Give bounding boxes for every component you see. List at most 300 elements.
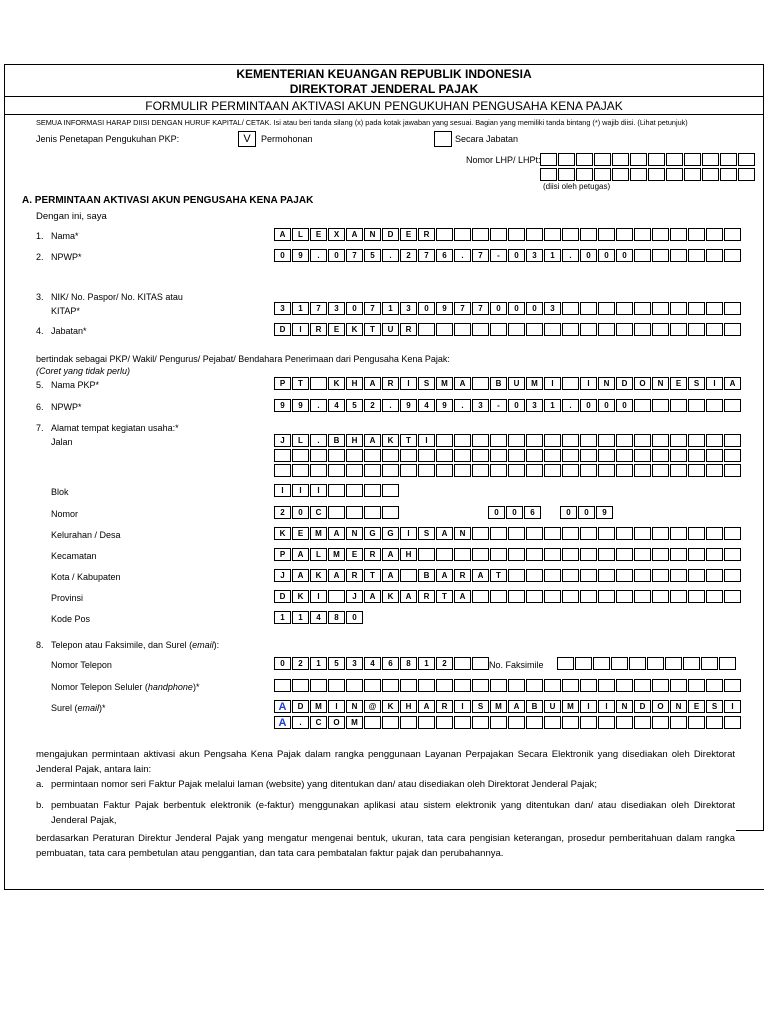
- char-box[interactable]: [634, 464, 651, 477]
- char-box[interactable]: 2: [364, 399, 381, 412]
- char-box[interactable]: [400, 449, 417, 462]
- char-box[interactable]: [580, 323, 597, 336]
- char-box[interactable]: [652, 527, 669, 540]
- char-box[interactable]: [670, 464, 687, 477]
- char-box[interactable]: [598, 679, 615, 692]
- char-box[interactable]: [526, 228, 543, 241]
- char-box[interactable]: [454, 716, 471, 729]
- char-box[interactable]: D: [274, 323, 291, 336]
- char-box[interactable]: E: [400, 228, 417, 241]
- char-box[interactable]: [630, 153, 647, 166]
- char-box[interactable]: [526, 323, 543, 336]
- char-box[interactable]: [328, 449, 345, 462]
- char-box[interactable]: A: [454, 590, 471, 603]
- char-box[interactable]: [472, 434, 489, 447]
- char-box[interactable]: [364, 679, 381, 692]
- char-box[interactable]: [544, 716, 561, 729]
- char-box[interactable]: 0: [508, 249, 525, 262]
- char-box[interactable]: [400, 464, 417, 477]
- char-box[interactable]: [688, 527, 705, 540]
- char-box[interactable]: K: [292, 590, 309, 603]
- char-box[interactable]: M: [490, 700, 507, 713]
- char-box[interactable]: [688, 716, 705, 729]
- char-box[interactable]: [652, 228, 669, 241]
- char-box[interactable]: M: [346, 716, 363, 729]
- char-box[interactable]: [544, 590, 561, 603]
- char-box[interactable]: [508, 569, 525, 582]
- char-box[interactable]: 4: [364, 657, 381, 670]
- char-box[interactable]: [598, 302, 615, 315]
- char-box[interactable]: [562, 679, 579, 692]
- nik-field[interactable]: [274, 302, 742, 315]
- char-box[interactable]: 2: [436, 657, 453, 670]
- char-box[interactable]: L: [292, 434, 309, 447]
- char-box[interactable]: [684, 153, 701, 166]
- char-box[interactable]: [670, 716, 687, 729]
- char-box[interactable]: 1: [310, 657, 327, 670]
- char-box[interactable]: [472, 323, 489, 336]
- char-box[interactable]: [598, 569, 615, 582]
- char-box[interactable]: 6: [436, 249, 453, 262]
- char-box[interactable]: [364, 506, 381, 519]
- char-box[interactable]: [274, 449, 291, 462]
- char-box[interactable]: [720, 153, 737, 166]
- char-box[interactable]: N: [652, 377, 669, 390]
- char-box[interactable]: .: [562, 399, 579, 412]
- char-box[interactable]: [310, 679, 327, 692]
- char-box[interactable]: [724, 302, 741, 315]
- char-box[interactable]: [652, 323, 669, 336]
- char-box[interactable]: [562, 449, 579, 462]
- char-box[interactable]: [702, 153, 719, 166]
- char-box[interactable]: 0: [526, 302, 543, 315]
- char-box[interactable]: [652, 716, 669, 729]
- char-box[interactable]: 1: [544, 399, 561, 412]
- char-box[interactable]: S: [472, 700, 489, 713]
- char-box[interactable]: K: [382, 700, 399, 713]
- char-box[interactable]: L: [310, 548, 327, 561]
- char-box[interactable]: J: [274, 434, 291, 447]
- char-box[interactable]: [490, 449, 507, 462]
- char-box[interactable]: [706, 399, 723, 412]
- char-box[interactable]: [544, 449, 561, 462]
- char-box[interactable]: E: [328, 323, 345, 336]
- char-box[interactable]: [328, 484, 345, 497]
- char-box[interactable]: [544, 323, 561, 336]
- char-box[interactable]: 0: [346, 302, 363, 315]
- char-box[interactable]: [634, 449, 651, 462]
- char-box[interactable]: [598, 716, 615, 729]
- char-box[interactable]: D: [634, 700, 651, 713]
- char-box[interactable]: 5: [364, 249, 381, 262]
- char-box[interactable]: 8: [400, 657, 417, 670]
- char-box[interactable]: [580, 527, 597, 540]
- char-box[interactable]: 6: [524, 506, 541, 519]
- char-box[interactable]: N: [616, 700, 633, 713]
- char-box[interactable]: [719, 657, 736, 670]
- char-box[interactable]: I: [310, 590, 327, 603]
- char-box[interactable]: [472, 527, 489, 540]
- char-box[interactable]: [634, 228, 651, 241]
- char-box[interactable]: [490, 679, 507, 692]
- char-box[interactable]: [652, 679, 669, 692]
- char-box[interactable]: [526, 464, 543, 477]
- char-box[interactable]: [688, 590, 705, 603]
- kodepos-field[interactable]: [274, 611, 364, 624]
- char-box[interactable]: [580, 716, 597, 729]
- char-box[interactable]: I: [274, 484, 291, 497]
- char-box[interactable]: 9: [436, 302, 453, 315]
- char-box[interactable]: K: [382, 590, 399, 603]
- char-box[interactable]: [670, 434, 687, 447]
- char-box[interactable]: B: [490, 377, 507, 390]
- char-box[interactable]: [490, 527, 507, 540]
- char-box[interactable]: [634, 434, 651, 447]
- char-box[interactable]: -: [490, 399, 507, 412]
- char-box[interactable]: A: [418, 700, 435, 713]
- char-box[interactable]: 0: [616, 399, 633, 412]
- char-box[interactable]: S: [688, 377, 705, 390]
- char-box[interactable]: [544, 228, 561, 241]
- char-box[interactable]: [364, 484, 381, 497]
- char-box[interactable]: K: [328, 377, 345, 390]
- char-box[interactable]: I: [580, 700, 597, 713]
- char-box[interactable]: A: [364, 590, 381, 603]
- char-box[interactable]: A: [400, 590, 417, 603]
- char-box[interactable]: 9: [292, 249, 309, 262]
- char-box[interactable]: [652, 449, 669, 462]
- char-box[interactable]: R: [382, 377, 399, 390]
- char-box[interactable]: O: [634, 377, 651, 390]
- char-box[interactable]: I: [400, 527, 417, 540]
- char-box[interactable]: [616, 569, 633, 582]
- char-box[interactable]: [544, 527, 561, 540]
- char-box[interactable]: [652, 399, 669, 412]
- char-box[interactable]: 0: [598, 399, 615, 412]
- char-box[interactable]: [328, 590, 345, 603]
- char-box[interactable]: 7: [418, 249, 435, 262]
- char-box[interactable]: I: [418, 434, 435, 447]
- char-box[interactable]: [706, 249, 723, 262]
- char-box[interactable]: [666, 153, 683, 166]
- kelurahan-field[interactable]: [274, 527, 742, 540]
- char-box[interactable]: [562, 716, 579, 729]
- rt-field[interactable]: [488, 506, 542, 519]
- char-box[interactable]: 0: [292, 506, 309, 519]
- char-box[interactable]: 6: [382, 657, 399, 670]
- npwp-pkp-field[interactable]: [274, 399, 742, 412]
- char-box[interactable]: [454, 548, 471, 561]
- char-box[interactable]: N: [364, 228, 381, 241]
- char-box[interactable]: [724, 464, 741, 477]
- char-box[interactable]: 5: [346, 399, 363, 412]
- kota-field[interactable]: [274, 569, 742, 582]
- char-box[interactable]: [508, 716, 525, 729]
- char-box[interactable]: [526, 434, 543, 447]
- char-box[interactable]: [490, 434, 507, 447]
- char-box[interactable]: [508, 323, 525, 336]
- char-box[interactable]: R: [400, 323, 417, 336]
- kecamatan-field[interactable]: [274, 548, 742, 561]
- char-box[interactable]: [684, 168, 701, 181]
- char-box[interactable]: [544, 464, 561, 477]
- char-box[interactable]: O: [652, 700, 669, 713]
- char-box[interactable]: [634, 569, 651, 582]
- nomor-field[interactable]: [274, 506, 400, 519]
- char-box[interactable]: [508, 434, 525, 447]
- char-box[interactable]: [724, 548, 741, 561]
- char-box[interactable]: A: [508, 700, 525, 713]
- char-box[interactable]: [706, 527, 723, 540]
- char-box[interactable]: [666, 168, 683, 181]
- char-box[interactable]: [670, 449, 687, 462]
- char-box[interactable]: N: [346, 700, 363, 713]
- char-box[interactable]: A: [328, 527, 345, 540]
- char-box[interactable]: 1: [382, 302, 399, 315]
- char-box[interactable]: [688, 569, 705, 582]
- char-box[interactable]: R: [310, 323, 327, 336]
- char-box[interactable]: [472, 464, 489, 477]
- char-box[interactable]: [580, 228, 597, 241]
- char-box[interactable]: 1: [544, 249, 561, 262]
- rw-field[interactable]: [560, 506, 614, 519]
- char-box[interactable]: [580, 569, 597, 582]
- char-box[interactable]: [508, 228, 525, 241]
- char-box[interactable]: T: [364, 323, 381, 336]
- char-box[interactable]: [670, 548, 687, 561]
- char-box[interactable]: [616, 464, 633, 477]
- char-box[interactable]: 0: [578, 506, 595, 519]
- char-box[interactable]: [436, 548, 453, 561]
- char-box[interactable]: 1: [292, 302, 309, 315]
- char-box[interactable]: [706, 464, 723, 477]
- char-box[interactable]: [562, 569, 579, 582]
- char-box[interactable]: M: [526, 377, 543, 390]
- char-box[interactable]: [616, 590, 633, 603]
- char-box[interactable]: P: [274, 548, 291, 561]
- jalan-field-line-3[interactable]: [274, 464, 742, 477]
- char-box[interactable]: [508, 449, 525, 462]
- char-box[interactable]: [418, 716, 435, 729]
- char-box[interactable]: D: [274, 590, 291, 603]
- char-box[interactable]: S: [418, 377, 435, 390]
- char-box[interactable]: 0: [506, 506, 523, 519]
- char-box[interactable]: [670, 228, 687, 241]
- char-box[interactable]: [454, 323, 471, 336]
- char-box[interactable]: [490, 590, 507, 603]
- char-box[interactable]: [598, 228, 615, 241]
- char-box[interactable]: I: [724, 700, 741, 713]
- char-box[interactable]: [611, 657, 628, 670]
- char-box[interactable]: [544, 679, 561, 692]
- char-box[interactable]: K: [346, 323, 363, 336]
- char-box[interactable]: [670, 399, 687, 412]
- char-box[interactable]: T: [292, 377, 309, 390]
- char-box[interactable]: [616, 548, 633, 561]
- char-box[interactable]: [580, 548, 597, 561]
- char-box[interactable]: [616, 527, 633, 540]
- char-box[interactable]: [292, 464, 309, 477]
- char-box[interactable]: A: [328, 569, 345, 582]
- char-box[interactable]: 0: [508, 302, 525, 315]
- char-box[interactable]: [346, 679, 363, 692]
- char-box[interactable]: [346, 506, 363, 519]
- char-box[interactable]: [706, 716, 723, 729]
- char-box[interactable]: A: [364, 434, 381, 447]
- char-box[interactable]: G: [364, 527, 381, 540]
- char-box[interactable]: [652, 569, 669, 582]
- char-box[interactable]: [594, 168, 611, 181]
- lhp-row-2[interactable]: [540, 168, 756, 181]
- char-box[interactable]: [670, 249, 687, 262]
- jalan-field-line-2[interactable]: [274, 449, 742, 462]
- char-box[interactable]: [634, 716, 651, 729]
- char-box[interactable]: [418, 464, 435, 477]
- char-box[interactable]: [540, 168, 557, 181]
- char-box[interactable]: 0: [580, 399, 597, 412]
- char-box[interactable]: [400, 679, 417, 692]
- char-box[interactable]: [634, 548, 651, 561]
- char-box[interactable]: I: [292, 484, 309, 497]
- char-box[interactable]: E: [346, 548, 363, 561]
- char-box[interactable]: 9: [274, 399, 291, 412]
- char-box[interactable]: [526, 679, 543, 692]
- char-box[interactable]: 0: [274, 249, 291, 262]
- char-box[interactable]: 4: [418, 399, 435, 412]
- char-box[interactable]: [346, 449, 363, 462]
- char-box[interactable]: M: [310, 527, 327, 540]
- char-box[interactable]: [652, 548, 669, 561]
- char-box[interactable]: [526, 548, 543, 561]
- char-box[interactable]: [310, 449, 327, 462]
- char-box[interactable]: [630, 168, 647, 181]
- char-box[interactable]: M: [436, 377, 453, 390]
- char-box[interactable]: 0: [580, 249, 597, 262]
- char-box[interactable]: P: [274, 377, 291, 390]
- char-box[interactable]: T: [490, 569, 507, 582]
- char-box[interactable]: [576, 168, 593, 181]
- char-box[interactable]: [472, 228, 489, 241]
- char-box[interactable]: [544, 569, 561, 582]
- char-box[interactable]: A: [382, 548, 399, 561]
- char-box[interactable]: .: [454, 399, 471, 412]
- char-box[interactable]: 7: [310, 302, 327, 315]
- char-box[interactable]: I: [706, 377, 723, 390]
- char-box[interactable]: N: [670, 700, 687, 713]
- char-box[interactable]: I: [544, 377, 561, 390]
- char-box[interactable]: D: [382, 228, 399, 241]
- char-box[interactable]: [634, 323, 651, 336]
- char-box[interactable]: 0: [560, 506, 577, 519]
- nama-pkp-field[interactable]: [274, 377, 742, 390]
- char-box[interactable]: [490, 228, 507, 241]
- char-box[interactable]: [472, 657, 489, 670]
- char-box[interactable]: A: [274, 228, 291, 241]
- char-box[interactable]: [454, 464, 471, 477]
- char-box[interactable]: [562, 323, 579, 336]
- char-box[interactable]: [526, 527, 543, 540]
- char-box[interactable]: [738, 153, 755, 166]
- char-box[interactable]: B: [526, 700, 543, 713]
- char-box[interactable]: D: [292, 700, 309, 713]
- char-box[interactable]: [670, 527, 687, 540]
- char-box[interactable]: [688, 399, 705, 412]
- char-box[interactable]: [724, 716, 741, 729]
- char-box[interactable]: I: [292, 323, 309, 336]
- char-box[interactable]: A: [454, 377, 471, 390]
- char-box[interactable]: -: [490, 249, 507, 262]
- char-box[interactable]: [634, 302, 651, 315]
- char-box[interactable]: M: [328, 548, 345, 561]
- char-box[interactable]: U: [508, 377, 525, 390]
- char-box[interactable]: [328, 679, 345, 692]
- char-box[interactable]: [616, 434, 633, 447]
- char-box[interactable]: A: [346, 228, 363, 241]
- char-box[interactable]: [706, 434, 723, 447]
- char-box[interactable]: A: [274, 716, 291, 729]
- char-box[interactable]: [454, 679, 471, 692]
- char-box[interactable]: K: [310, 569, 327, 582]
- char-box[interactable]: 2: [400, 249, 417, 262]
- char-box[interactable]: [490, 716, 507, 729]
- char-box[interactable]: [562, 228, 579, 241]
- char-box[interactable]: [670, 679, 687, 692]
- char-box[interactable]: [688, 302, 705, 315]
- char-box[interactable]: [558, 168, 575, 181]
- telepon-field[interactable]: [274, 657, 490, 670]
- char-box[interactable]: [648, 168, 665, 181]
- char-box[interactable]: 8: [328, 611, 345, 624]
- char-box[interactable]: [670, 590, 687, 603]
- char-box[interactable]: [580, 302, 597, 315]
- char-box[interactable]: [364, 716, 381, 729]
- char-box[interactable]: 4: [310, 611, 327, 624]
- char-box[interactable]: .: [382, 249, 399, 262]
- char-box[interactable]: [688, 464, 705, 477]
- char-box[interactable]: [593, 657, 610, 670]
- char-box[interactable]: 7: [346, 249, 363, 262]
- char-box[interactable]: [508, 527, 525, 540]
- char-box[interactable]: [652, 434, 669, 447]
- char-box[interactable]: R: [364, 548, 381, 561]
- char-box[interactable]: C: [310, 716, 327, 729]
- char-box[interactable]: .: [310, 434, 327, 447]
- char-box[interactable]: G: [382, 527, 399, 540]
- char-box[interactable]: E: [292, 527, 309, 540]
- char-box[interactable]: [558, 153, 575, 166]
- char-box[interactable]: [688, 249, 705, 262]
- char-box[interactable]: [436, 464, 453, 477]
- char-box[interactable]: M: [562, 700, 579, 713]
- char-box[interactable]: [562, 377, 579, 390]
- char-box[interactable]: 3: [274, 302, 291, 315]
- char-box[interactable]: R: [346, 569, 363, 582]
- char-box[interactable]: 9: [436, 399, 453, 412]
- char-box[interactable]: T: [364, 569, 381, 582]
- char-box[interactable]: [490, 323, 507, 336]
- char-box[interactable]: [616, 679, 633, 692]
- char-box[interactable]: 1: [418, 657, 435, 670]
- char-box[interactable]: [724, 679, 741, 692]
- char-box[interactable]: R: [418, 228, 435, 241]
- char-box[interactable]: [634, 249, 651, 262]
- char-box[interactable]: 2: [274, 506, 291, 519]
- char-box[interactable]: [724, 323, 741, 336]
- char-box[interactable]: 7: [364, 302, 381, 315]
- char-box[interactable]: C: [310, 506, 327, 519]
- char-box[interactable]: [670, 569, 687, 582]
- char-box[interactable]: [706, 302, 723, 315]
